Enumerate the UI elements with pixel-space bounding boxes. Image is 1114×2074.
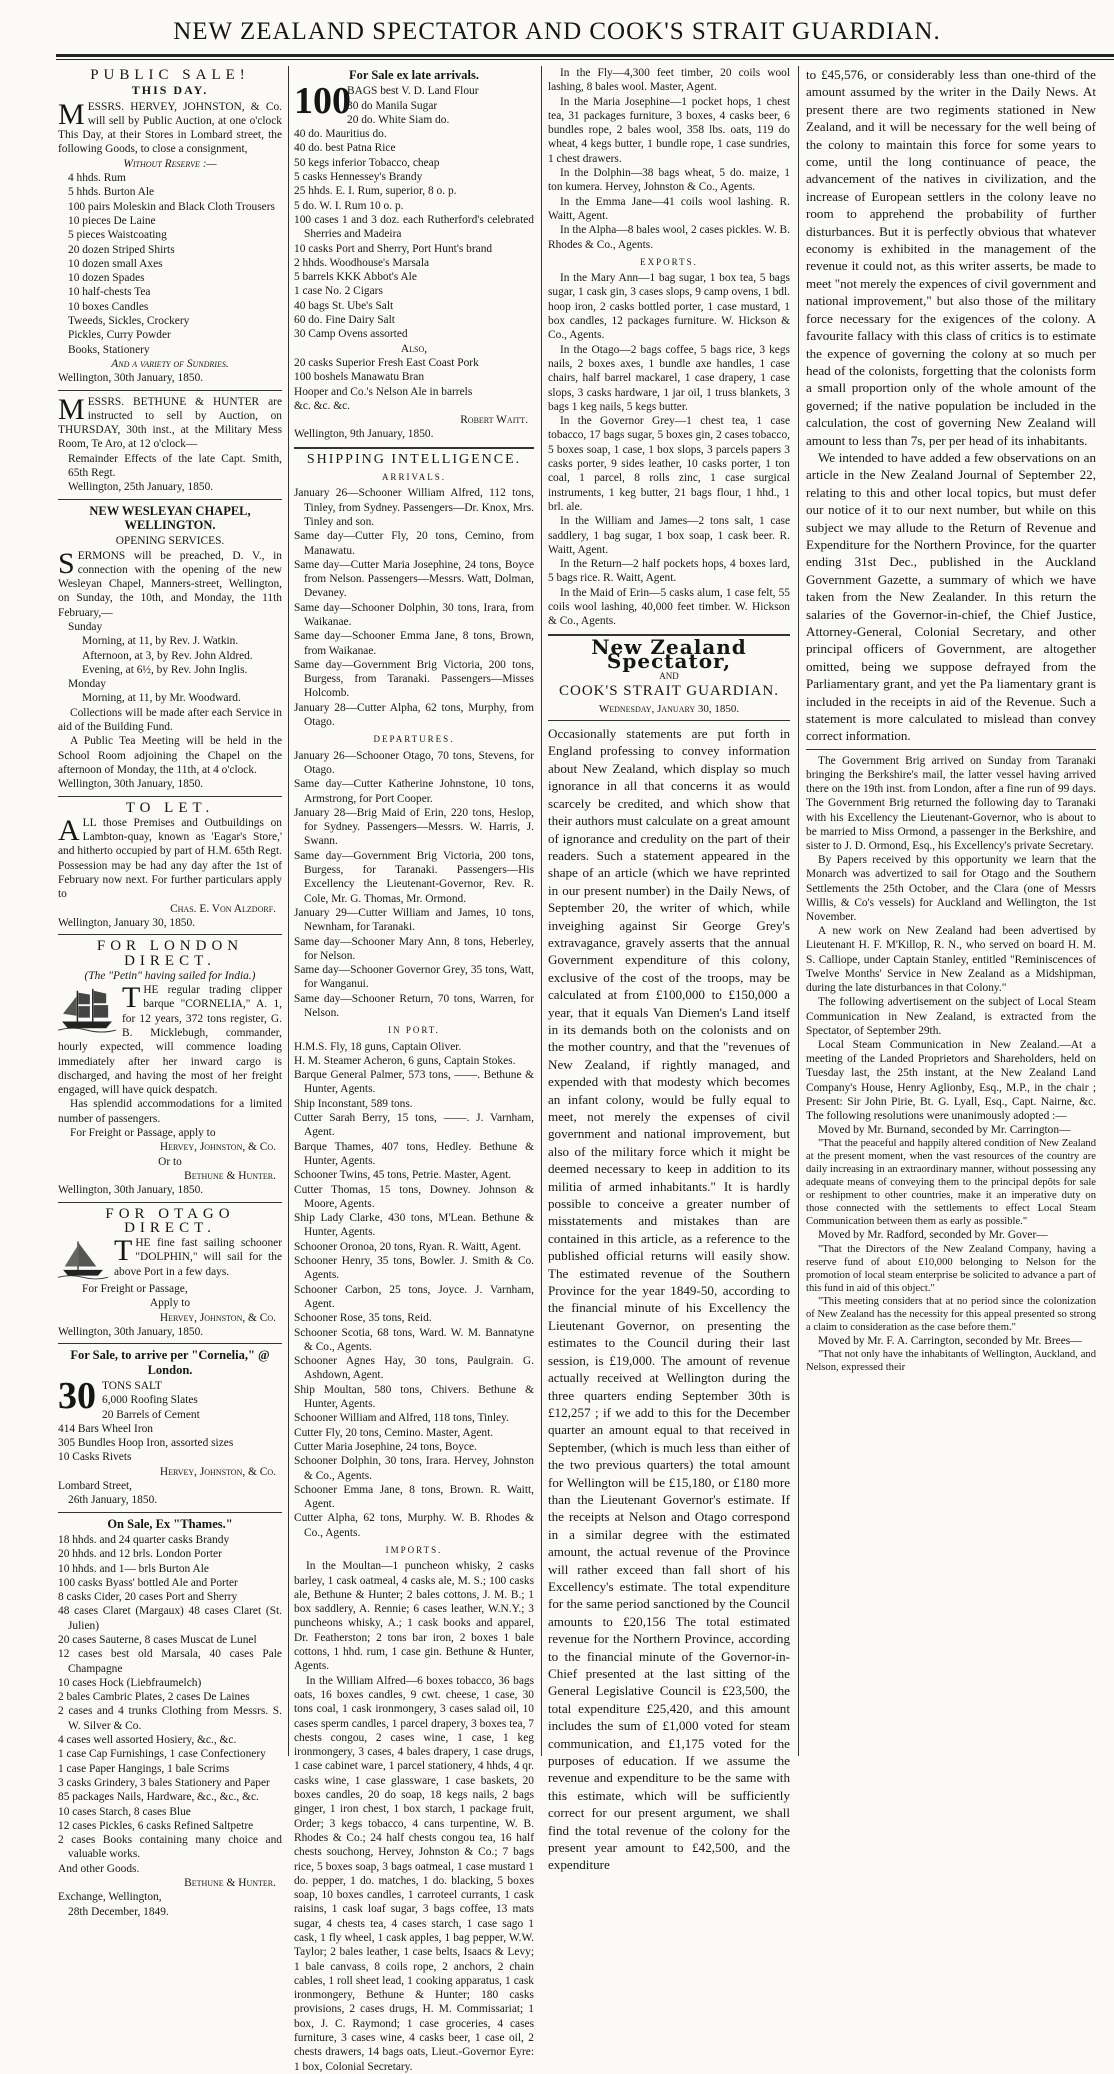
list-item: 18 hhds. and 24 quarter casks Brandy [58, 1533, 230, 1546]
list-item: 10 pieces De Laine [68, 214, 156, 227]
in-port-entry: Schooner Agnes Hay, 30 tons, Paulgrain. G. Ashdown, Agent. [294, 1355, 534, 1382]
divider [806, 749, 1096, 750]
item-list [294, 80, 534, 341]
item-list [58, 1533, 282, 1876]
in-port-entry: Ship Lady Clarke, 430 tons, M'Lean. Bethune & Hunter, Agents. [294, 1212, 534, 1239]
list-item: 20 cases Sauterne, 8 cases Muscat de Lunel [58, 1633, 257, 1646]
in-port-entry: Cutter Sarah Berry, 15 tons, ——. J. Varnham, Agent. [294, 1112, 534, 1139]
ad-line: Remainder Effects of the late Capt. Smith, 65th Regt. [68, 452, 282, 480]
arrival-entry: January 28—Cutter Alpha, 62 tons, Murphy, from Otago. [294, 701, 534, 729]
in-port-entry: Schooner Twins, 45 tons, Petrie. Master, Agent. [294, 1169, 512, 1182]
ad-bethune-auction [58, 392, 282, 495]
export-entry: In the William and James—2 tons salt, 1 case saddlery, 1 bag sugar, 1 box soap, 1 cask beer. R. Waitt, Agent. [548, 515, 790, 556]
ad-paragraph: A Public Tea Meeting will be held in the School Room adjoining the Chapel on the afternoon of Monday, the 11th, at 4 o'clock. [58, 735, 282, 776]
ad-title: On Sale, Ex "Thames." [107, 1516, 233, 1531]
list-item: 85 packages Nails, Hardware, &c., &c., &c. [58, 1791, 259, 1804]
imports-paragraph: In the Moultan—1 puncheon whisky, 2 casks barley, 1 cask oatmeal, 4 casks ale, M. S.; 100 casks ale, Bethune & Hunter; 2 bales cottons, J. M. B.; 1 box saddlery, A. Rennie; 6 cases leather, W.N.Y.; 3 puncheons whisky, A.; 1 cask books and apparel, Dr. Featherston; 2 tons bar iron, 2 boxes 1 bale cottons, 1 hhd. rum, 1 case gin. Bethune & Hunter, Agents. [294, 1560, 534, 1673]
ad-body: ESSRS. HERVEY, JOHNSTON, & Co. will sell by Public Auction, at one o'clock This Day, at their Stores in Lombard street, the following Goods, to close a consignment, [58, 100, 282, 156]
column-1 [58, 66, 282, 1918]
news-paragraph: Local Steam Communication in New Zealand.—At a meeting of the Landed Proprietors and Shareholders, held on Tuesday last, the 25th instant, at the New Zealand Land Company's House, Henry Aglionby, Esq., M.P., in the chair ; Present: Sir John Pirie, Bt. G. Lyall, Esq., Capt. Nairne, &c. The following resolutions were unanimously adopted :— [806, 1038, 1096, 1122]
ad-paragraph: Collections will be made after each Service in aid of the Building Fund. [58, 706, 282, 734]
list-item: 3 casks Grindery, 3 bales Stationery and Paper [58, 1776, 270, 1789]
ad-place: Exchange, Wellington, [58, 1891, 162, 1904]
arrival-entry: Same day—Government Brig Victoria, 200 tons, Burgess, from Taranaki. Passengers—Misses Holcomb. [294, 658, 534, 700]
arrival-entry: Same day—Cutter Maria Josephine, 24 tons, Boyce from Nelson. Passengers—Messrs. Watt, Dolman, Devaney. [294, 558, 534, 600]
list-item: 50 kegs inferior Tobacco, cheap [294, 156, 440, 169]
list-item: 20 Barrels of Cement [102, 1408, 200, 1421]
ad-title: For Sale ex late arrivals. [349, 68, 479, 82]
editorial-text: We intended to have added a few observations on an article in the New Zealand Journal of September 22, relating to this and other local topics, but must defer our notice of it to our next number, but while on this subject we may allude to the Return of Revenue and Expenditure for the Northern Province, for the quarter ending 31st Dec., published in the Auckland Government Gazette, a summary of which we have taken from the New Zealander. In this return the salaries of the Governor-in-chief, the Chief Justice, Attorney-General, Colonial Secretary, and other principal officers of Government, are altogether omitted, being we suppose defrayed from the Parliamentary grant, and yet the Pa liamentary grant is included in the receipts in aid of the Revenue. Such a statement is more calculated to mislead than convey correct information. [806, 449, 1096, 744]
list-item: 20 casks Superior Fresh East Coast Pork [294, 356, 479, 369]
ad-subtitle: (The "Petin" having sailed for India.) [84, 969, 256, 982]
list-item: 10 casks Port and Sherry, Port Hunt's brand [294, 242, 493, 255]
list-item: 10 dozen Spades [68, 272, 145, 285]
ad-to-let [58, 801, 282, 931]
list-item: 10 cases Starch, 8 cases Blue [58, 1805, 191, 1818]
ad-date: Wellington, 30th January, 1850. [58, 1184, 204, 1197]
in-port-entry: Schooner Oronoa, 20 tons, Ryan. R. Waitt, Agent. [294, 1240, 522, 1253]
imports-paragraph: In the William Alfred—6 boxes tobacco, 36 bags oats, 16 boxes candles, 9 cwt. cheese, 1 case, 30 tons coal, 1 cask ironmongery, 3 cases salad oil, 10 cases sperm candles, 1 parcel drapery, 3 boxes tea, 7 chests congou, 2 cases wine, 1 case, 1 keg ironmongery, 3 cases, 4 bales drapery, 1 case drugs, 1 case cabinet ware, 1 parcel stationery, 4 hhds, 4 qr. casks wine, 1 case glassware, 1 case baskets, 20 boxes candles, 20 do soap, 18 kegs nails, 2 bags ginger, 1 iron chest, 1 box starch, 1 package fruit, Order; 3 kegs tobacco, 4 cans turpentine, W. B. Rhodes & Co.; 24 half chests congou tea, 16 half chests souchong, Hervey, Johnston & Co.; 7 bags rice, 5 boxes soap, 3 bags oatmeal, 1 case mustard 1 do. pepper, 1 do. matches, 1 do. blacking, 5 boxes soap, 10 boxes candles, 1 carroteel currants, 1 cask raisins, 1 cask loaf sugar, 3 bags coffee, 13 mats sugar, 4 chests tea, 4 cases starch, 1 case sago 1 cask, 1 fly wheel, 1 cask apples, 1 bag pepper, W.W. Taylor; 2 bales leather, 1 case belts, Isaacs & Levy; 1 bale canvass, 8 coils rope, 2 anchors, 2 chain cables, 1 roll sheet lead, 1 cooking apparatus, 1 cask ironmongery, Bethune & Hunter; 180 casks provisions, 2 cases drugs, H. M. Commissariat; 1 box, J. C. Raymond; 1 case groceries, 4 cases furniture, 3 cases wine, 4 casks beer, 1 case oil, 2 chests drawers, 14 bags oats, Lieut.-Governor Eyre: 1 box, Colonial Secretary. [294, 1674, 534, 2073]
list-item: 30 Camp Ovens assorted [294, 328, 408, 341]
section-subtitle: ARRIVALS. [381, 472, 447, 483]
departure-entry: January 29—Cutter William and James, 10 tons, Newnham, for Taranaki. [294, 906, 534, 934]
list-item: 25 hhds. E. I. Rum, superior, 8 o. p. [294, 185, 457, 198]
in-port-entry: Ship Moultan, 580 tons, Chivers. Bethune & Hunter, Agents. [294, 1383, 534, 1411]
ad-paragraph: Has splendid accommodations for a limited number of passengers. [58, 1098, 282, 1125]
ad-note: Without Reserve :— [123, 157, 217, 170]
imports-paragraph: In the Fly—4,300 feet timber, 20 coils wool lashing, 8 bales wool. Master, Agent. [548, 67, 790, 94]
ad-paragraph: For Freight or Passage, apply to [70, 1127, 216, 1140]
divider [58, 934, 282, 935]
exports-list [548, 271, 790, 628]
ad-late-arrivals [294, 68, 534, 442]
in-port-entry: Schooner Emma Jane, 8 tons, Brown. R. Waitt, Agent. [294, 1483, 534, 1511]
section-subtitle: IMPORTS. [385, 1544, 443, 1555]
big-number: 100 [294, 80, 351, 123]
imports-paragraph: In the Alpha—8 bales wool, 2 cases pickles. W. B. Rhodes & Co., Agents. [548, 224, 790, 251]
item-list [294, 356, 534, 413]
in-port-entry: Schooner William and Alfred, 118 tons, Tinley. [294, 1412, 509, 1425]
ad-body: LL those Premises and Outbuildings on Lambton-quay, known as 'Eagar's Store,' and hitherto occupied by part of H.M. 65th Regt. Possession may be had any day after the 1st of February now next. For further particulars apply to [58, 816, 282, 901]
list-item: 305 Bundles Hoop Iron, assorted sizes [58, 1437, 234, 1450]
list-item: 4 hhds. Rum [68, 172, 126, 185]
drop-cap: A [58, 813, 80, 847]
in-port-entry: Schooner Dolphin, 30 tons, Irara. Hervey, Johnston & Co., Agents. [294, 1455, 534, 1482]
departure-entry: Same day—Cutter Katherine Johnstone, 10 tons, Armstrong, for Port Cooper. [294, 778, 534, 805]
drop-cap: M [58, 97, 85, 131]
in-port-entry: Schooner Rose, 35 tons, Reid. [294, 1312, 432, 1325]
drop-cap: T [114, 1234, 133, 1268]
ad-signature: Bethune & Hunter. [184, 1169, 276, 1182]
list-item: 10 boxes Candles [68, 300, 149, 313]
in-port-entry: Schooner Carbon, 25 tons, Joyce. J. Varnham, Agent. [294, 1283, 534, 1310]
section-subtitle: EXPORTS. [640, 256, 698, 267]
ad-date: Wellington, 30th January, 1850. [58, 778, 204, 791]
list-item: 100 boshels Manawatu Bran [294, 371, 425, 384]
ad-place: Lombard Street, [58, 1480, 133, 1493]
arrivals-list [294, 486, 534, 729]
paper-and: AND [659, 671, 679, 682]
ad-note: And a variety of Sundries. [111, 357, 229, 370]
news-paragraph: A new work on New Zealand had been advertised by Lieutenant H. F. M'Killop, R. N., who served on board H. M. S. Calliope, under Captain Stanley, entitled "Reminiscences of Twelve Months' Service in New Zealand as a Midshipman, during the late disturbances in that Colony." [806, 925, 1096, 995]
list-item: 100 pairs Moleskin and Black Cloth Trousers [68, 200, 275, 213]
list-item: 10 hhds. and 1— brls Burton Ale [58, 1562, 209, 1575]
list-item: 5 barrels KKK Abbot's Ale [294, 271, 417, 284]
list-item: 40 bags St. Ube's Salt [294, 299, 394, 312]
list-item: 5 casks Hennessey's Brandy [294, 171, 423, 184]
list-item: 4 cases well assorted Hosiery, &c., &c. [58, 1734, 237, 1747]
divider [58, 390, 282, 391]
ad-date: Wellington, 25th January, 1850. [68, 481, 214, 494]
list-item: 12 cases best old Marsala, 40 cases Pale Champagne [58, 1648, 282, 1675]
divider [58, 1343, 282, 1344]
divider [294, 447, 534, 449]
imports-paragraph: In the Emma Jane—41 coils wool lashing. R. Waitt, Agent. [548, 195, 790, 222]
in-port-entry: Cutter Fly, 20 tons, Cemino. Master, Agent. [294, 1426, 494, 1439]
news-paragraph: Moved by Mr. Burnand, seconded by Mr. Carrington— [818, 1124, 1071, 1137]
list-item: 10 dozen small Axes [68, 257, 163, 270]
list-item: 12 cases Pickles, 6 casks Refined Saltpetre [58, 1819, 254, 1832]
ad-line: Also, [400, 342, 428, 355]
ad-title: PUBLIC SALE! [90, 67, 250, 83]
export-entry: In the Mary Ann—1 bag sugar, 1 box tea, 5 bags sugar, 1 cask gin, 3 cases slops, 9 camp ovens, 1 bdl. hoop iron, 2 casks bottled porter, 1 case mustard, 1 box candles, 12 packages furniture. W. Hickson & Co., Agents. [548, 272, 790, 342]
list-item: 40 do. Mauritius do. [294, 128, 387, 141]
ad-body: HE fine fast sailing schooner "DOLPHIN," will sail for the above Port in a few days. [114, 1237, 282, 1278]
ad-line: Evening, at 6½, by Rev. John Inglis. [82, 663, 248, 676]
list-item: Hooper and Co.'s Nelson Ale in barrels [294, 385, 473, 398]
in-port-entry: Cutter Alpha, 62 tons, Murphy. W. B. Rhodes & Co., Agents. [294, 1512, 534, 1539]
ad-line: Morning, at 11, by Rev. J. Watkin. [82, 635, 239, 648]
shipping-intelligence [294, 453, 534, 2074]
in-port-entry: Schooner Henry, 35 tons, Bowler. J. Smith & Co. Agents. [294, 1255, 534, 1282]
imports-paragraph: In the Dolphin—38 bags wheat, 5 do. maize, 1 ton kumera. Hervey, Johnston & Co., Agents. [548, 167, 790, 194]
list-item: Tweeds, Sickles, Crockery [68, 315, 190, 328]
item-list [58, 171, 282, 357]
masthead-rule [56, 54, 1114, 57]
column-rule [798, 66, 799, 1756]
in-port-entry: Ship Inconstant, 589 tons. [294, 1097, 413, 1110]
export-entry: In the Governor Grey—1 chest tea, 1 case tobacco, 17 bags sugar, 5 boxes gin, 2 cases tobacco, 5 boxes soap, 1 case, 1 box slops, 3 parcels papers 3 casks porter, 9 sides leather, 10 casks porter, 1 ton coal, 1 parcel, 8 rolls zinc, 1 case surgical instruments, 1 keg butter, 21 bags flour, 1 hhd., 1 brl. ale. [548, 415, 790, 513]
editorial-text: Occasionally statements are put forth in England professing to convey information about New Zealand, which display so much ignorance in all that concerns it as would scarcely be credited, and which show that their authors must calculate on a great amount of ignorance and credulity on the part of their readers. Such a statement appeared in the shape of an article (which we have reprinted in our present number) in the Daily News, of September 20, the writer of which, while inveighing against Sir George Grey's extravagance, gravely asserts that the annual Government expenditure of this colony, exclusive of the cost of the troops, may be calculated at from £100,000 to £150,000 a year, that it equals Van Diemen's Land itself in its demands both on the colonists and on the mother country, and that the "revenues of New Zealand, if rightly managed, and expended with that modesty which becomes an infant colony, would be fully equal to meet, not merely the expenses of civil government and national improvement, but also of the military force which it might be deemed necessary to keep in addition to its militia of armed inhabitants." It is hardly possible to conceive a greater number of misstatements and mistakes than are contained in this article, as a reference to the published official returns will easily show. The estimated revenue of the Southern Province for the year 1849-50, according to the financial minute of his Excellency the Lieutenant Governor, on presenting the estimates to the Council during their last session, is £19,000. The amount of revenue actually received at Wellington during the three quarters ending September 30th is £12,257 ; if we add to this for the December quarter an amount equal to that received in September, (which is much less than either of the two previous quarters) the total amount for Wellington will be £15,180, or £180 more than the Lieutenant Governor's estimate. If the receipts at Nelson and Otago correspond in a similar degree with the estimated amount, the actual revenue of the Province will rather exceed than fall short of his Excellency's estimate. The total expenditure for the same period sanctioned by the Council amounts to £20,156 The total estimated revenue for the Northern Province, according to the financial minute of the Governor-in-Chief presented at the last sitting of the General Legislative Council is £23,500, the total expenditure £25,420, and this amount includes the sum of £1,000 voted for steam communication, and £1,175 voted for the purposes of education. If we assume the revenue and expenditure to be the same with this estimate, which will be sufficiently correct for our present argument, we shall find the total revenue of the colony for the present year amount to £42,500, and the expenditure [548, 726, 790, 1873]
list-item: 414 Bars Wheel Iron [58, 1422, 154, 1435]
list-item: 40 do. best Patna Rice [294, 142, 396, 155]
in-port-entry: Cutter Thomas, 15 tons, Downey. Johnson & Moore, Agents. [294, 1183, 534, 1210]
ad-line: Sunday [68, 620, 103, 633]
export-entry: In the Maid of Erin—5 casks alum, 1 case felt, 55 coils wool lashing, 40,000 feet timber. W. Hickson & Co., Agents. [548, 586, 790, 628]
column-2 [294, 66, 534, 2073]
column-3 [548, 66, 790, 1873]
big-number: 30 [58, 1374, 96, 1417]
list-item: 1 case Cap Furnishings, 1 case Confectionery [58, 1748, 266, 1761]
drop-cap: T [122, 981, 141, 1015]
ad-title: FOR LONDON DIRECT. [96, 938, 244, 969]
list-item: 100 cases 1 and 3 doz. each Rutherford's celebrated Sherries and Madeira [294, 213, 534, 241]
section-subtitle: DEPARTURES. [373, 734, 455, 745]
ad-date: Wellington, 9th January, 1850. [294, 428, 434, 441]
list-item: 60 do. Fine Dairy Salt [294, 314, 395, 327]
arrival-entry: January 26—Schooner William Alfred, 112 tons, Tinley, from Sydney. Passengers—Dr. Knox, Mrs. Tinley and son. [294, 487, 534, 528]
arrival-entry: Same day—Schooner Emma Jane, 8 tons, Brown, from Waikanae. [294, 630, 534, 657]
departure-entry: January 28—Brig Maid of Erin, 220 tons, Heslop, for Sydney. Passengers—Messrs. W. Harris, J. Swann. [294, 806, 534, 848]
in-port-entry: Schooner Scotia, 68 tons, Ward. W. M. Bannatyne & Co., Agents. [294, 1326, 534, 1353]
in-port-entry: H.M.S. Fly, 18 guns, Captain Oliver. [294, 1040, 462, 1053]
list-item: 1 case No. 2 Cigars [294, 285, 383, 298]
ad-signature: Hervey, Johnston, & Co. [159, 1141, 276, 1154]
ad-line: For Freight or Passage, [82, 1283, 188, 1296]
in-port-list [294, 1040, 534, 1540]
drop-cap: S [58, 546, 75, 580]
column-4 [806, 66, 1096, 1756]
divider [58, 499, 282, 500]
drop-cap: M [58, 392, 85, 426]
quoted-resolution: "This meeting considers that at no period since the colonization of New Zealand has the necessity for this appeal presented so strong a claim to consideration as the case before them." [806, 1295, 1096, 1333]
ad-cornelia-sale [58, 1348, 282, 1507]
ad-body: ESSRS. BETHUNE & HUNTER are instructed to sell by Auction, on THURSDAY, 30th inst., at the Military Mess Room, Te Aro, at 12 o'clock— [58, 395, 282, 451]
editorial-text: to £45,576, or considerably less than one-third of the amount assumed by the writer in the Daily News. At present there are two regiments stationed in New Zealand, and it will be necessary for the well being of the colony to maintain this force for some years to come, until the long continuance of peace, the advancement of the natives in civilization, and the increase of European settlers in the colony leave no room to apprehend the probability of further disturbances. But it is perfectly obvious that whatever economy is exhibited in the management of the revenue it could not, as this writer asserts, be made to meet "not merely the expences of civil government and national improvement," but also those of the military force necessary for the exigences of the colony. A favourite fallacy with this class of critics is to estimate the expence of governing the colony at so much per head of the colonists, forgetting that the colonists form a small proportion only of the whole amount of the governed; if the native population be included in the calculation, the cost of governing New Zealand will amount to less than 7s, per per head of its inhabitants. [806, 67, 1096, 448]
in-port-entry: Barque Thames, 407 tons, Hedley. Bethune & Hunter, Agents. [294, 1140, 534, 1167]
ship-illustration-icon [58, 985, 116, 1033]
paper-title: New Zealand Spectator, [591, 634, 747, 673]
list-item: 20 hhds. and 12 brls. London Porter [58, 1548, 222, 1561]
list-item: 2 cases and 4 trunks Clothing from Messrs. S. W. Silver & Co. [58, 1705, 282, 1732]
ad-otago-direct [58, 1207, 282, 1340]
in-port-entry: Cutter Maria Josephine, 24 tons, Boyce. [294, 1440, 477, 1453]
departure-entry: Same day—Schooner Governor Grey, 35 tons, Watt, for Wanganui. [294, 964, 534, 991]
masthead-rule-thin [56, 59, 1114, 60]
column-rule [541, 66, 542, 1756]
list-item: 10 Casks Rivets [58, 1451, 132, 1464]
list-item: 2 hhds. Woodhouse's Marsala [294, 256, 430, 269]
ad-signature: Bethune & Hunter. [184, 1877, 276, 1890]
export-entry: In the Return—2 half pockets hops, 4 boxes lard, 5 bags rice. R. Waitt, Agent. [548, 558, 790, 585]
news-paragraph: Moved by Mr. F. A. Carrington, seconded by Mr. Brees— [818, 1334, 1082, 1347]
masthead: NEW ZEALAND SPECTATOR AND COOK'S STRAIT GUARDIAN. [173, 18, 941, 45]
ad-title: NEW WESLEYAN CHAPEL, WELLINGTON. [89, 503, 251, 532]
ad-london-direct [58, 939, 282, 1197]
ad-title: FOR OTAGO DIRECT. [105, 1205, 235, 1236]
in-port-entry: Barque General Palmer, 573 tons, ——. Bethune & Hunter, Agents. [294, 1069, 534, 1096]
ad-signature: Hervey, Johnston, & Co. [159, 1311, 276, 1324]
ad-date: Wellington, 30th January, 1850. [58, 1326, 204, 1339]
list-item: Pickles, Curry Powder [68, 329, 171, 342]
ad-date: Wellington, 30th January, 1850. [58, 372, 204, 385]
departure-entry: Same day—Schooner Return, 70 tons, Warren, for Nelson. [294, 992, 534, 1019]
ad-subtitle: THIS DAY. [131, 83, 209, 98]
news-paragraph: By Papers received by this opportunity we learn that the Monarch was advertized to sail for Otago and the Southern Settlements the 25th October, and the Clara (one of Messrs Willis, & Co's vessels) for Auckland and Wellington, the 1st November. [806, 854, 1096, 924]
list-item: 20 do. White Siam do. [347, 113, 450, 126]
quoted-resolution: "That not only have the inhabitants of Wellington, Auckland, and Nelson, expressed their [806, 1348, 1096, 1373]
list-item: &c. &c. &c. [294, 399, 350, 412]
list-item: 5 do. W. I. Rum 10 o. p. [294, 199, 404, 212]
paper-subtitle: COOK'S STRAIT GUARDIAN. [558, 683, 780, 700]
section-title: SHIPPING INTELLIGENCE. [306, 451, 522, 467]
list-item: 8 casks Cider, 20 cases Port and Sherry [58, 1591, 238, 1604]
list-item: Books, Stationery [68, 343, 150, 356]
list-item: 100 casks Byass' bottled Ale and Porter [58, 1576, 238, 1589]
news-paragraph: The Government Brig arrived on Sunday from Taranaki bringing the Berkshire's mail, the latter vessel having arrived there on the 19th inst. from London, after a fine run of 99 days. The Government Brig returned the following day to Taranaki with his Excellency the Lieutenant-Governor, who is about to be married to Miss Ormond, a passenger in the Berkshire, and sister to J. D. Ormond, Esq., his Excellency's private Secretary. [806, 754, 1096, 853]
list-item: TONS SALT [102, 1379, 162, 1392]
section-subtitle: IN PORT. [388, 1025, 440, 1036]
list-item: 10 half-chests Tea [68, 286, 151, 299]
schooner-illustration-icon [58, 1238, 108, 1280]
list-item: And other Goods. [58, 1862, 140, 1875]
ad-subtitle: OPENING SERVICES. [115, 535, 225, 548]
arrival-entry: Same day—Cutter Fly, 20 tons, Cemino, from Manawatu. [294, 530, 534, 557]
dateline: Wednesday, January 30, 1850. [598, 702, 740, 715]
ad-line: Morning, at 11, by Mr. Woodward. [82, 692, 241, 705]
ad-signature: Hervey, Johnston, & Co. [159, 1465, 276, 1478]
list-item: 30 do Manila Sugar [347, 99, 438, 112]
departures-list [294, 749, 534, 1021]
list-item: BAGS best V. D. Land Flour [347, 85, 479, 98]
ad-body: ERMONS will be preached, D. V., in connection with the opening of the new Wesleyan Chapel, Manners-street, Wellington, on Sunday, the 10th, and Monday, the 11th February,— [58, 549, 282, 619]
ad-thames-sale [58, 1517, 282, 1919]
list-item: 48 cases Claret (Margaux) 48 cases Claret (St. Julien) [58, 1605, 282, 1632]
departure-entry: January 26—Schooner Otago, 70 tons, Stevens, for Otago. [294, 749, 534, 776]
divider [58, 1202, 282, 1203]
ad-signature: Robert Waitt. [460, 414, 528, 427]
ad-public-sale [58, 68, 282, 386]
ad-line: Or to [158, 1155, 182, 1168]
list-item: 6,000 Roofing Slates [102, 1394, 198, 1407]
list-item: 2 bales Cambric Plates, 2 cases De Laines [58, 1691, 250, 1704]
ad-body: HE regular trading clipper barque "CORNELIA," A. 1, for 12 years, 372 tons register, G. B. Micklebugh, commander, hourly expected, will commence loading immediately after her inward cargo is discharged, and having the most of her freight engaged, will have quick despatch. [58, 984, 282, 1097]
ad-date: Wellington, January 30, 1850. [58, 916, 196, 929]
ad-wesleyan-chapel [58, 504, 282, 792]
news-paragraph: Moved by Mr. Radford, seconded by Mr. Gover— [818, 1229, 1048, 1242]
list-item: 1 case Paper Hangings, 1 bale Scrims [58, 1762, 230, 1775]
imports-paragraph: In the Maria Josephine—1 pocket hops, 1 chest tea, 31 packages furniture, 3 boxes, 4 casks beer, 6 bundles rope, 2 bales wool, 358 lbs. oats, 119 do wheat, 4 kegs butter, 1 bundle rope, 1 case sundries, 1 chest drawers. [548, 95, 790, 165]
in-port-entry: H. M. Steamer Acheron, 6 guns, Captain Stokes. [294, 1054, 516, 1067]
ad-date: 28th December, 1849. [68, 1905, 169, 1918]
list-item: 5 pieces Waistcoating [68, 229, 167, 242]
quoted-resolution: "That the Directors of the New Zealand Company, having a reserve fund of about £10,000 belonging to Nelson for the promotion of local steam enterprise be solicited to advance a part of this fund in aid of this object." [806, 1243, 1096, 1294]
list-item: 20 dozen Striped Shirts [68, 243, 175, 256]
arrival-entry: Same day—Schooner Dolphin, 30 tons, Irara, from Waikanae. [294, 601, 534, 628]
ad-line: Apply to [149, 1297, 191, 1310]
list-item: 5 hhds. Burton Ale [68, 186, 155, 199]
list-item: 10 cases Hock (Liebfraumelch) [58, 1676, 202, 1689]
column-rule [288, 66, 289, 1756]
export-entry: In the Otago—2 bags coffee, 5 bags rice, 3 kegs nails, 2 boxes axes, 1 bundle axe handles, 1 case chairs, half barrel mackarel, 1 case drapery, 1 case slops, 3 casks hardware, 1 jar oil, 1 truss blankets, 3 bags 1 keg nails, 5 kegs butter. [548, 343, 790, 413]
departure-entry: Same day—Government Brig Victoria, 200 tons, Burgess, for Taranaki. Passengers—His Excellency the Lieutenant-Governor, Rev. R. Cole, Mr. G. Thomas, Mr. Ormond. [294, 849, 534, 905]
divider [58, 1512, 282, 1513]
divider [58, 796, 282, 797]
ad-line: Afternoon, at 3, by Rev. John Aldred. [82, 649, 253, 662]
ad-line: Monday [68, 678, 106, 691]
divider [548, 720, 790, 721]
ad-signature: Chas. E. Von Alzdorf. [170, 902, 276, 915]
departure-entry: Same day—Schooner Mary Ann, 8 tons, Heberley, for Nelson. [294, 935, 534, 962]
ad-date: 26th January, 1850. [68, 1494, 158, 1507]
list-item: 2 cases Books containing many choice and valuable works. [58, 1834, 282, 1861]
ad-title: TO LET. [125, 799, 215, 816]
ad-title: For Sale, to arrive per "Cornelia," @ London. [70, 1348, 270, 1377]
quoted-resolution: "That the peaceful and happily altered condition of New Zealand at the present moment, when the vast resources of the country are daily increasing in an extraordinary manner, without possessing any adequate means of conveying them to the principal depôts for sale or reshipment to other countries, make it an imperative duty on those connected with the settlements to effect Local Steam Communication between them as early as possible." [806, 1138, 1096, 1228]
news-paragraph: The following advertisement on the subject of Local Steam Communication in New Zealand, is extracted from the Spectator, of September 29th. [806, 996, 1096, 1037]
